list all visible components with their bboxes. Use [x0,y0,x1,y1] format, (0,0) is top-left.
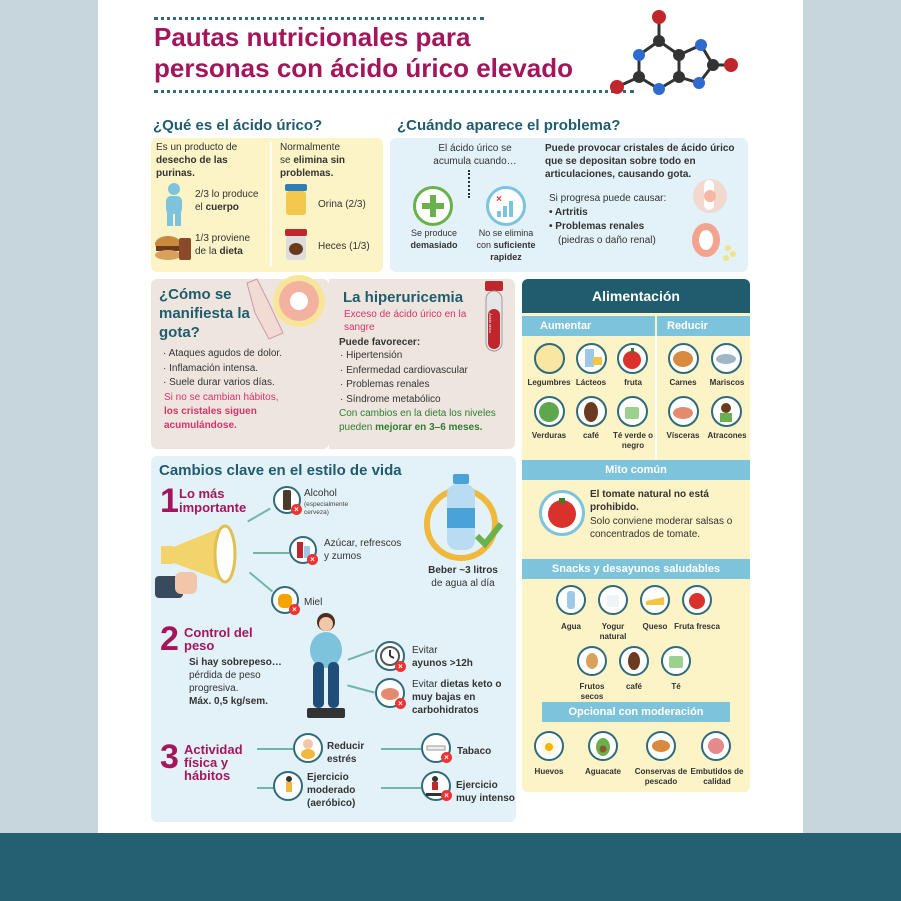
aumentar-item: Legumbres [527,378,571,387]
favorecer-item: · Síndrome metabólico [340,393,468,408]
carnes-icon [668,343,699,374]
alim-divider [655,336,657,459]
prohibited-icon: × [291,504,302,515]
verduras-icon [534,396,565,427]
agua-icon [556,585,586,615]
tube-label: Ácido úrico [488,313,493,333]
connector-line [381,787,421,789]
body-icon [159,182,189,226]
connector-line [381,748,421,750]
prohibited-icon: × [289,604,300,615]
stool-jar-icon [283,229,309,261]
fruta-icon [617,343,648,374]
gota-symptoms-list [163,347,282,391]
favorecer-item: · Enfermedad cardiovascular [340,364,468,379]
huevos-icon [534,731,564,761]
opcional-item: Huevos [534,767,564,776]
prohibited-icon: × [307,554,318,565]
connector-line [253,552,289,554]
elimina-text: No se elimina con suficiente rapidez [476,228,536,262]
dotted-connector [468,170,470,198]
reducir-item: Carnes [669,378,697,387]
mariscos-icon [711,343,742,374]
aumentar-item: café [582,431,599,440]
snack-item: Fruta fresca [674,622,720,631]
uric-acid-molecule-icon [603,5,743,97]
snack-item: Frutos secos [579,682,605,701]
cafe-snack-icon [619,646,649,676]
opcional-item: Conservas de pescado [634,767,688,786]
connector-line [257,748,293,750]
page-title: Pautas nutricionales para personas con ácido úrico elevado [154,22,574,83]
step-title-3: Actividad física y hábitos [184,742,243,783]
food-icon [153,230,193,266]
joint-kidney-icon [680,178,746,270]
step-number-1: 1 [160,482,179,520]
infographic-page [98,0,803,833]
artritis-item: • Artritis [549,207,588,218]
cafe-icon [576,396,607,427]
ayunos-text: Evitar ayunos >12h [412,645,473,669]
agua-text: Beber ~3 litros de agua al día [428,565,498,589]
snack-item: Agua [561,622,581,631]
step-number-2: 2 [160,620,179,658]
renales-sub: (piedras o daño renal) [558,235,656,246]
relax-icon [293,733,323,763]
megaphone-icon [153,518,253,602]
weight-person-icon [299,610,353,722]
aumentar-item: Té verde o negro [612,431,653,450]
step-number-3: 3 [160,738,179,776]
renales-item: • Problemas renales [549,221,645,232]
gota-symptom: · Inflamación intensa. [163,362,282,377]
dieta-text: 1/3 proviene de la dieta [195,233,251,257]
reducir-header: Reducir [657,316,750,336]
cuando-card [390,138,748,272]
blood-tube-icon [475,279,511,361]
alimentacion-panel [522,279,750,792]
mito-sub: Solo conviene moderar salsas o concentrados de tomate. [590,516,733,540]
favorecer-list [340,349,468,407]
te-snack-icon [661,646,691,676]
conservas-icon [646,731,676,761]
tomato-icon [539,490,585,536]
gota-card [151,279,329,449]
gota-symptom: · Suele durar varios días. [163,376,282,391]
cuerpo-text: 2/3 lo produce el cuerpo [195,189,259,213]
acumula-text: El ácido úrico se acumula cuando… [433,143,517,167]
favorecer-item: · Problemas renales [340,378,468,393]
prohibited-icon: × [395,698,406,709]
urine-jar-icon [283,184,309,216]
atracones-icon [711,396,742,427]
te-icon [617,396,648,427]
card-divider [270,142,272,266]
legumbres-icon [534,343,565,374]
cuando-heading: ¿Cuándo aparece el problema? [397,117,621,134]
azucar-label: Azúcar, refrescos y zumos [324,538,402,562]
hiperuricemia-card [329,279,515,449]
plus-icon [413,186,453,226]
reducir-item: Vísceras [666,431,700,440]
yogur-icon [598,585,628,615]
lacteos-icon [576,343,607,374]
cristales-text: Puede provocar cristales de ácido úrico que se depositan sobre todo en articulaciones, causando gota. [545,143,735,180]
snacks-header: Snacks y desayunos saludables [522,559,750,579]
aumentar-item: Verduras [531,431,567,440]
gota-heading: ¿Cómo se manifiesta la gota? [159,286,250,341]
hiperuricemia-heading: La hiperuricemia [343,289,464,306]
aumentar-header: Aumentar [522,316,655,336]
produce-text: Se produce demasiado [410,228,458,250]
prohibited-icon: × [441,790,452,801]
bottom-band [0,833,901,901]
snack-item: café [625,682,642,691]
que-es-heading: ¿Qué es el ácido úrico? [153,117,323,134]
hiperuricemia-sub: Exceso de ácido úrico en la sangre [344,309,467,333]
aguacate-icon [588,731,618,761]
mito-text: El tomate natural no está prohibido. [590,489,709,513]
step-title-1: Lo más importante [179,486,247,515]
opcional-item: Embutidos de calidad [690,767,744,786]
kidney-chart-icon [486,186,526,226]
gota-symptom: · Ataques agudos de dolor. [163,347,282,362]
mito-header: Mito común [522,460,750,480]
alimentacion-header: Alimentación [522,279,750,313]
purinas-text: Es un producto de desecho de las purinas. [156,142,238,179]
orina-label: Orina (2/3) [318,199,366,210]
top-dotted-divider [154,17,484,20]
mejora-text: Con cambios en la dieta los niveles pueden mejorar en 3–6 meses. [339,408,496,433]
reducir-item: Mariscos [709,378,745,387]
frutos-secos-icon [577,646,607,676]
gota-warning: Si no se cambian hábitos, los cristales siguen acumulándose. [164,392,279,431]
prohibited-icon: × [395,661,406,672]
step-title-2: Control del peso [184,625,253,653]
alcohol-label: Alcohol [304,488,337,499]
opcional-item: Aguacate [584,767,621,776]
miel-label: Miel [304,597,323,608]
cambios-card [151,456,516,822]
fruta-fresca-icon [682,585,712,615]
snack-item: Té [671,682,681,691]
estres-label: Reducir estrés [327,741,365,765]
title-dotted-divider [154,90,634,93]
snack-item: Queso [642,622,668,631]
favorecer-item: · Hipertensión [340,349,468,364]
tabaco-label: Tabaco [457,746,492,757]
eliminacion-text: Normalmente se elimina sin problemas. [280,142,346,179]
dietas-text: Evitar dietas keto o muy bajas en carbohidratos [412,679,502,716]
que-es-card [151,138,383,272]
gout-foot-icon [239,273,327,347]
peso-text: Si hay sobrepeso… pérdida de peso progresiva. Máx. 0,5 kg/sem. [189,657,282,707]
ejercicio-label: Ejercicio moderado (aeróbico) [307,772,356,809]
visceras-icon [668,396,699,427]
aumentar-item: fruta [624,378,642,387]
favorecer-label: Puede favorecer: [339,337,421,348]
prohibited-icon: × [441,752,452,763]
reducir-item: Atracones [707,431,747,440]
alcohol-sub: (especialmente cerveza) [304,501,349,516]
snack-item: Yogur natural [599,622,627,641]
svg-text:×: × [496,194,502,205]
intenso-label: Ejercicio muy intenso [456,780,515,804]
cambios-heading: Cambios clave en el estilo de vida [159,462,402,479]
embutidos-icon [701,731,731,761]
moderate-exercise-icon [273,771,303,801]
opcional-header: Opcional con moderación [542,702,730,722]
progresa-text: Si progresa puede causar: [549,193,667,204]
water-bottle-icon [421,472,505,562]
heces-label: Heces (1/3) [318,241,370,252]
queso-icon [640,585,670,615]
aumentar-item: Lácteos [575,378,607,387]
